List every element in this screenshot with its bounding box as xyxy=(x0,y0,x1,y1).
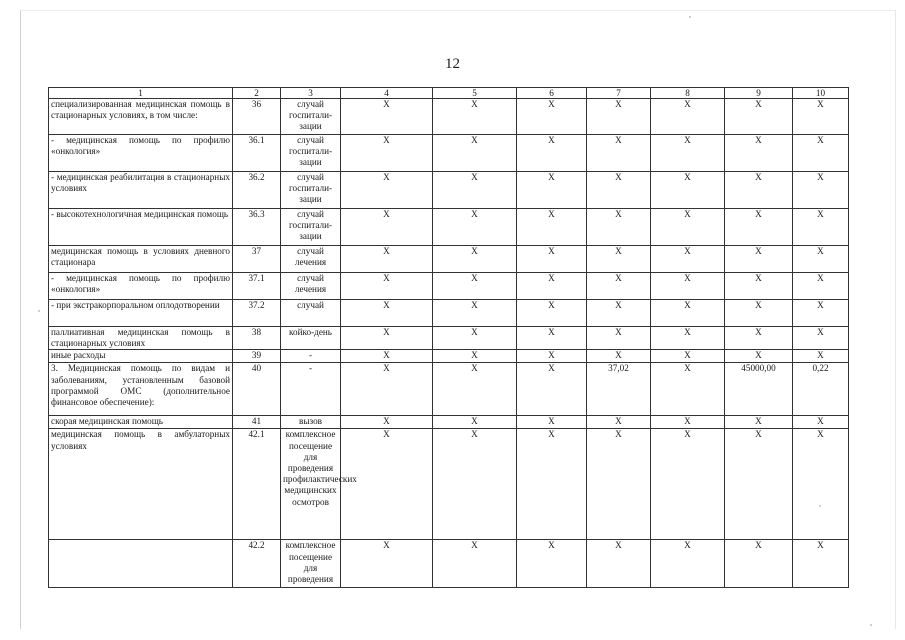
row-value-cell: X xyxy=(341,135,433,172)
row-unit-cell: случай госпитали-зации xyxy=(281,209,341,246)
table-row xyxy=(49,416,849,429)
row-value-cell: X xyxy=(433,273,517,300)
row-unit-cell: случай госпитали-зации xyxy=(281,135,341,172)
row-value-cell: X xyxy=(587,99,651,135)
row-unit-cell: случай xyxy=(281,300,341,327)
row-code-cell: 42.1 xyxy=(233,429,281,540)
row-value-cell: X xyxy=(433,209,517,246)
row-code-cell: 38 xyxy=(233,327,281,350)
row-value-cell: X xyxy=(433,246,517,273)
row-value-cell: 45000,00 xyxy=(725,363,793,416)
column-header: 9 xyxy=(725,88,793,99)
column-header: 4 xyxy=(341,88,433,99)
row-value-cell: X xyxy=(341,363,433,416)
row-unit-cell: комплексное посещение для проведения профилактических медицинских осмотров xyxy=(281,429,341,540)
row-value-cell: X xyxy=(433,300,517,327)
column-header: 10 xyxy=(793,88,849,99)
row-value-cell: X xyxy=(725,429,793,540)
row-value-cell: X xyxy=(651,273,725,300)
row-value-cell: X xyxy=(341,350,433,363)
page-number: 12 xyxy=(445,56,460,72)
table-row xyxy=(49,300,849,327)
row-value-cell: X xyxy=(517,273,587,300)
row-unit-cell: случай госпитали-зации xyxy=(281,99,341,135)
row-value-cell: X xyxy=(651,209,725,246)
row-name-cell: медицинская помощь в амбулаторных условиях xyxy=(49,429,233,540)
row-value-cell: X xyxy=(651,300,725,327)
row-name-cell: - при экстракорпоральном оплодотворении xyxy=(49,300,233,327)
row-value-cell: X xyxy=(793,135,849,172)
row-value-cell: X xyxy=(793,99,849,135)
row-value-cell: X xyxy=(651,246,725,273)
report-table xyxy=(48,87,849,588)
row-value-cell: X xyxy=(651,363,725,416)
table-row xyxy=(49,429,849,540)
table-row xyxy=(49,363,849,416)
row-value-cell: X xyxy=(587,246,651,273)
row-value-cell: X xyxy=(587,327,651,350)
row-code-cell: 36 xyxy=(233,99,281,135)
row-name-cell: - медицинская реабилитация в стационарных условиях xyxy=(49,172,233,209)
column-header: 2 xyxy=(233,88,281,99)
row-code-cell: 41 xyxy=(233,416,281,429)
row-code-cell: 37.1 xyxy=(233,273,281,300)
table-row xyxy=(49,135,849,172)
row-value-cell: X xyxy=(793,172,849,209)
row-value-cell: X xyxy=(587,273,651,300)
scan-speck xyxy=(689,16,691,18)
row-value-cell: X xyxy=(793,246,849,273)
row-value-cell: X xyxy=(651,99,725,135)
column-header: 7 xyxy=(587,88,651,99)
row-value-cell: X xyxy=(793,327,849,350)
row-value-cell: X xyxy=(725,135,793,172)
row-value-cell: X xyxy=(341,540,433,588)
column-header: 5 xyxy=(433,88,517,99)
row-value-cell: X xyxy=(725,172,793,209)
row-name-cell: - высокотехнологичная медицинская помощь xyxy=(49,209,233,246)
row-value-cell: X xyxy=(587,540,651,588)
row-value-cell: X xyxy=(725,209,793,246)
row-value-cell: X xyxy=(433,99,517,135)
row-name-cell: - медицинская помощь по профилю «онкология» xyxy=(49,273,233,300)
row-value-cell: X xyxy=(587,429,651,540)
row-unit-cell: комплексное посещение для проведения xyxy=(281,540,341,588)
row-value-cell: X xyxy=(651,172,725,209)
row-code-cell: 36.2 xyxy=(233,172,281,209)
row-value-cell: X xyxy=(433,363,517,416)
row-value-cell: X xyxy=(433,135,517,172)
row-name-cell: - медицинская помощь по профилю «онкология» xyxy=(49,135,233,172)
row-value-cell: X xyxy=(587,300,651,327)
row-value-cell: X xyxy=(517,99,587,135)
row-value-cell: X xyxy=(587,350,651,363)
row-value-cell: X xyxy=(793,273,849,300)
row-code-cell: 36.1 xyxy=(233,135,281,172)
table-row xyxy=(49,246,849,273)
row-name-cell: 3. Медицинская помощь по видам и заболеваниям, установленным базовой программой ОМС (дополнительное финансовое обеспечение): xyxy=(49,363,233,416)
row-unit-cell: - xyxy=(281,363,341,416)
table-row xyxy=(49,209,849,246)
row-value-cell: X xyxy=(341,416,433,429)
row-value-cell: X xyxy=(517,246,587,273)
header-row xyxy=(49,88,849,99)
row-value-cell: X xyxy=(725,99,793,135)
row-value-cell: X xyxy=(341,273,433,300)
row-value-cell: X xyxy=(651,540,725,588)
row-value-cell: X xyxy=(517,540,587,588)
row-value-cell: X xyxy=(341,99,433,135)
table-row xyxy=(49,327,849,350)
row-value-cell: X xyxy=(517,327,587,350)
row-value-cell: X xyxy=(433,350,517,363)
column-header: 1 xyxy=(49,88,233,99)
row-value-cell: X xyxy=(341,246,433,273)
row-value-cell: X xyxy=(725,327,793,350)
row-unit-cell: койко-день xyxy=(281,327,341,350)
scan-speck xyxy=(38,310,40,312)
row-value-cell: X xyxy=(651,350,725,363)
row-code-cell: 36.3 xyxy=(233,209,281,246)
column-header: 6 xyxy=(517,88,587,99)
row-value-cell: X xyxy=(587,416,651,429)
row-value-cell: X xyxy=(725,246,793,273)
scan-speck xyxy=(870,624,872,626)
row-value-cell: X xyxy=(793,350,849,363)
report-table-body xyxy=(49,99,849,588)
row-value-cell: X xyxy=(341,300,433,327)
row-value-cell: X xyxy=(587,135,651,172)
row-unit-cell: - xyxy=(281,350,341,363)
row-value-cell: X xyxy=(793,416,849,429)
table-row xyxy=(49,99,849,135)
row-value-cell: X xyxy=(725,350,793,363)
table-row xyxy=(49,540,849,588)
row-name-cell: иные расходы xyxy=(49,350,233,363)
row-unit-cell: случай лечения xyxy=(281,273,341,300)
table-row xyxy=(49,172,849,209)
row-unit-cell: вызов xyxy=(281,416,341,429)
row-value-cell: X xyxy=(517,209,587,246)
row-value-cell: X xyxy=(651,327,725,350)
row-value-cell: X xyxy=(517,350,587,363)
row-value-cell: X xyxy=(725,273,793,300)
table-row xyxy=(49,273,849,300)
table-row xyxy=(49,350,849,363)
row-code-cell: 37 xyxy=(233,246,281,273)
row-code-cell: 39 xyxy=(233,350,281,363)
row-value-cell: X xyxy=(651,135,725,172)
row-value-cell: X xyxy=(433,416,517,429)
row-name-cell xyxy=(49,540,233,588)
row-value-cell: X xyxy=(341,172,433,209)
row-value-cell: 37,02 xyxy=(587,363,651,416)
row-value-cell: X xyxy=(793,540,849,588)
row-value-cell: X xyxy=(587,172,651,209)
row-value-cell: X xyxy=(341,429,433,540)
row-value-cell: X xyxy=(517,363,587,416)
row-name-cell: медицинская помощь в условиях дневного стационара xyxy=(49,246,233,273)
row-name-cell: паллиативная медицинская помощь в стационарных условиях xyxy=(49,327,233,350)
row-code-cell: 40 xyxy=(233,363,281,416)
scan-speck xyxy=(819,505,821,507)
row-unit-cell: случай госпитали-зации xyxy=(281,172,341,209)
row-name-cell: скорая медицинская помощь xyxy=(49,416,233,429)
row-value-cell: X xyxy=(341,327,433,350)
row-value-cell: X xyxy=(651,429,725,540)
row-value-cell: X xyxy=(517,416,587,429)
row-value-cell: X xyxy=(517,429,587,540)
row-value-cell: 0,22 xyxy=(793,363,849,416)
row-value-cell: X xyxy=(433,172,517,209)
row-value-cell: X xyxy=(433,327,517,350)
row-value-cell: X xyxy=(517,135,587,172)
row-value-cell: X xyxy=(587,209,651,246)
row-value-cell: X xyxy=(725,540,793,588)
row-name-cell: специализированная медицинская помощь в стационарных условиях, в том числе: xyxy=(49,99,233,135)
row-value-cell: X xyxy=(725,416,793,429)
column-header: 8 xyxy=(651,88,725,99)
row-value-cell: X xyxy=(651,416,725,429)
row-value-cell: X xyxy=(433,429,517,540)
row-value-cell: X xyxy=(793,300,849,327)
row-value-cell: X xyxy=(793,429,849,540)
row-value-cell: X xyxy=(433,540,517,588)
row-unit-cell: случай лечения xyxy=(281,246,341,273)
row-code-cell: 42.2 xyxy=(233,540,281,588)
row-value-cell: X xyxy=(517,300,587,327)
column-header: 3 xyxy=(281,88,341,99)
row-value-cell: X xyxy=(725,300,793,327)
row-value-cell: X xyxy=(517,172,587,209)
row-value-cell: X xyxy=(341,209,433,246)
row-value-cell: X xyxy=(793,209,849,246)
row-code-cell: 37.2 xyxy=(233,300,281,327)
